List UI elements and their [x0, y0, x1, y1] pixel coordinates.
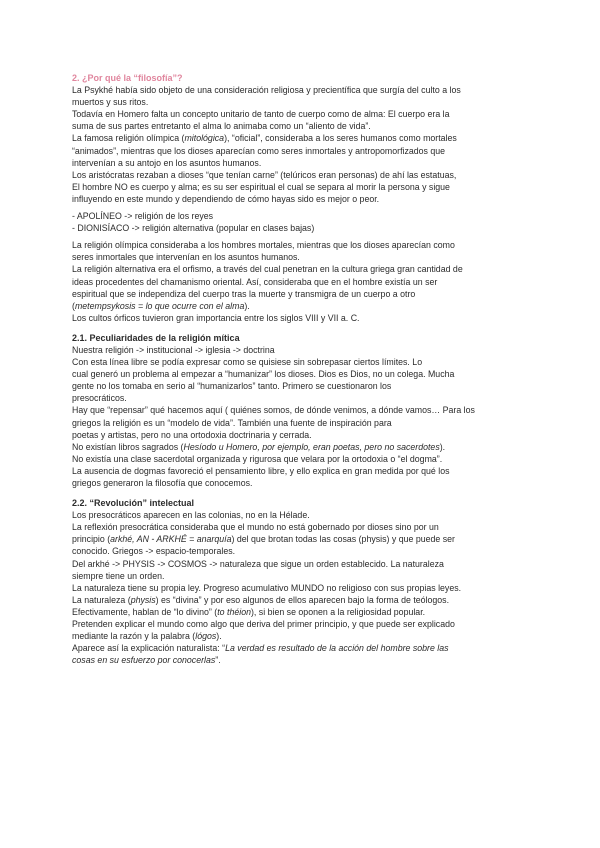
text-line: siempre tiene un orden.	[72, 570, 165, 581]
text-line: gente no los tomaba en serio al “humanizarlos” tanto. Primero se cuestionaron los	[72, 381, 392, 392]
text-span: Aparece así la explicación naturalista: “	[72, 643, 226, 654]
text-span: ), si bien se oponen a la religiosidad popular.	[250, 606, 426, 617]
text-line: La naturaleza tiene su propia ley. Progreso acumulativo MUNDO no religioso con sus propias leyes.	[72, 582, 462, 593]
text-line: influyendo en este mundo y dependiendo de cómo hayas sido es mejor o peor.	[72, 193, 380, 204]
paragraph: Los cultos órficos tuvieron gran importancia entre los siglos VIII y VII a. C.	[72, 312, 360, 323]
paragraph	[72, 84, 532, 108]
text-line: seres inmortales que intervenían en los asuntos humanos.	[72, 252, 300, 263]
text-line: poetas y artistas, pero no una ortodoxia doctrinaria y cerrada.	[72, 429, 312, 440]
paragraph	[72, 132, 532, 168]
text-line	[72, 606, 532, 618]
text-line: griegos generaron la filosofía que conocemos.	[72, 478, 253, 488]
text-span: ”.	[215, 655, 221, 666]
text-span: ).	[216, 631, 222, 642]
text-line: conocido. Griegos -> espacio-temporales.	[72, 546, 236, 557]
text-span: Efectivamente, hablan de “lo divino” (	[72, 606, 218, 617]
document-page	[72, 72, 532, 666]
text-line: muertos y sus ritos.	[72, 97, 149, 108]
italic-text: arkhé, AN - ARKHÉ = anarquía	[110, 534, 232, 545]
paragraph	[72, 108, 532, 132]
text-line: La religión olímpica consideraba a los hombres mortales, mientras que los dioses aparecían como	[72, 240, 455, 251]
text-span: La famosa religión olímpica (	[72, 133, 185, 144]
text-span: (	[72, 300, 75, 311]
text-line: La ausencia de dogmas favoreció el pensamiento libre, y ello explica en gran medida por qué los	[72, 465, 450, 476]
list-item: - DIONISÍACO -> religión alternativa (popular en clases bajas)	[72, 223, 315, 234]
paragraph	[72, 441, 532, 453]
text-span: principio (	[72, 534, 111, 545]
text-line: Hay que “repensar” qué hacemos aquí ( quiénes somos, de dónde venimos, a dónde vamos… Para los	[72, 405, 475, 416]
text-line: El hombre NO es cuerpo y alma; es su ser espiritual el cual se separa al morir la persona y sigue	[72, 181, 450, 192]
subsection-heading: 2.1. Peculiaridades de la religión mítica	[72, 332, 240, 343]
italic-text: La verdad es resultado de la acción del hombre sobre las	[225, 643, 449, 654]
text-span: No existían libros sagrados (	[72, 441, 184, 452]
text-line: Los aristócratas rezaban a dioses “que tenían carne” (telúricos eran personas) de ahí las estatuas,	[72, 169, 457, 180]
list-item: - APOLÍNEO -> religión de los reyes	[72, 211, 214, 222]
text-span: ) del que brotan todas las cosas (physis) y que puede ser	[231, 534, 455, 545]
paragraph	[72, 169, 532, 205]
text-span: ), “oficial”, consideraba a los seres humanos como mortales	[224, 133, 457, 144]
text-line	[72, 630, 532, 642]
text-line: Todavía en Homero falta un concepto unitario de tanto de cuerpo como de alma: El cuerpo era la	[72, 109, 450, 120]
italic-text: mitológica	[184, 133, 225, 144]
text-line: Con esta línea libre se podía expresar como se quisiese sin sobrepasar ciertos límites. Lo	[72, 357, 423, 368]
text-line	[72, 533, 532, 545]
text-span: mediante la razón y la palabra (	[72, 631, 196, 642]
text-line: presocráticos.	[72, 393, 127, 404]
text-line	[72, 642, 532, 666]
text-line: Nuestra religión -> institucional -> iglesia -> doctrina	[72, 344, 275, 355]
text-span: La naturaleza (	[72, 594, 131, 605]
italic-text: to théion	[217, 606, 251, 617]
text-line: La Psykhé había sido objeto de una consideración religiosa y precientífica que surgía del culto a los	[72, 85, 461, 96]
text-line: No existía una clase sacerdotal organizada y rigurosa que velara por la ortodoxia o “el dogma”.	[72, 453, 443, 464]
text-span: ) es “divina” y por eso algunos de ellos aparecen bajo la forma de teólogos.	[155, 594, 450, 605]
text-line: ideas procedentes del chamanismo oriental. Así, consideraba que en el hombre existía un ser	[72, 276, 438, 287]
text-line: La religión alternativa era el orfismo, a través del cual penetran en la cultura griega gran cantidad de	[72, 264, 463, 275]
text-line: cual generó un problema al empezar a “humanizar” los dioses. Dios es Dios, no un colega. Mucha	[72, 369, 455, 380]
text-line: espiritual que se independiza del cuerpo tras la muerte y transmigra de un cuerpo a otro	[72, 288, 416, 299]
paragraph	[72, 263, 532, 311]
text-line: Pretenden explicar el mundo como algo que deriva del primer principio, y que puede ser explicado	[72, 619, 455, 630]
text-line: intervenían a su antojo en los asuntos humanos.	[72, 157, 262, 168]
text-line: Los presocráticos aparecen en las colonias, no en la Hélade.	[72, 510, 310, 521]
italic-text: physis	[130, 594, 156, 605]
italic-text: lógos	[195, 631, 217, 642]
text-line: “animados”, mientras que los dioses aparecían como seres inmortales y antropomorfizados que	[72, 145, 446, 156]
text-line	[72, 594, 532, 606]
subsection-heading: 2.2. “Revolución” intelectual	[72, 498, 195, 509]
italic-text: metempsykosis = lo que ocurre con el alma	[74, 300, 245, 311]
text-line: La reflexión presocrática consideraba que el mundo no está gobernado por dioses sino por un	[72, 522, 439, 533]
text-line: griegos la religión es un “modelo de vida”. También una fuente de inspiración para	[72, 417, 392, 428]
text-span: ).	[244, 300, 250, 311]
paragraph	[72, 239, 532, 263]
text-line: suma de sus partes entretanto el alma lo animaba como un “aliento de vida”.	[72, 121, 371, 132]
italic-text: Hesíodo u Homero, por ejemplo, eran poetas, pero no sacerdotes	[183, 441, 440, 452]
italic-text: cosas en su esfuerzo por conocerlas	[72, 655, 216, 666]
text-line: Del arkhé -> PHYSIS -> COSMOS -> naturaleza que sigue un orden establecido. La naturaleza	[72, 558, 444, 569]
section-heading: 2. ¿Por qué la “filosofía”?	[72, 73, 183, 83]
text-span: ).	[439, 441, 446, 452]
